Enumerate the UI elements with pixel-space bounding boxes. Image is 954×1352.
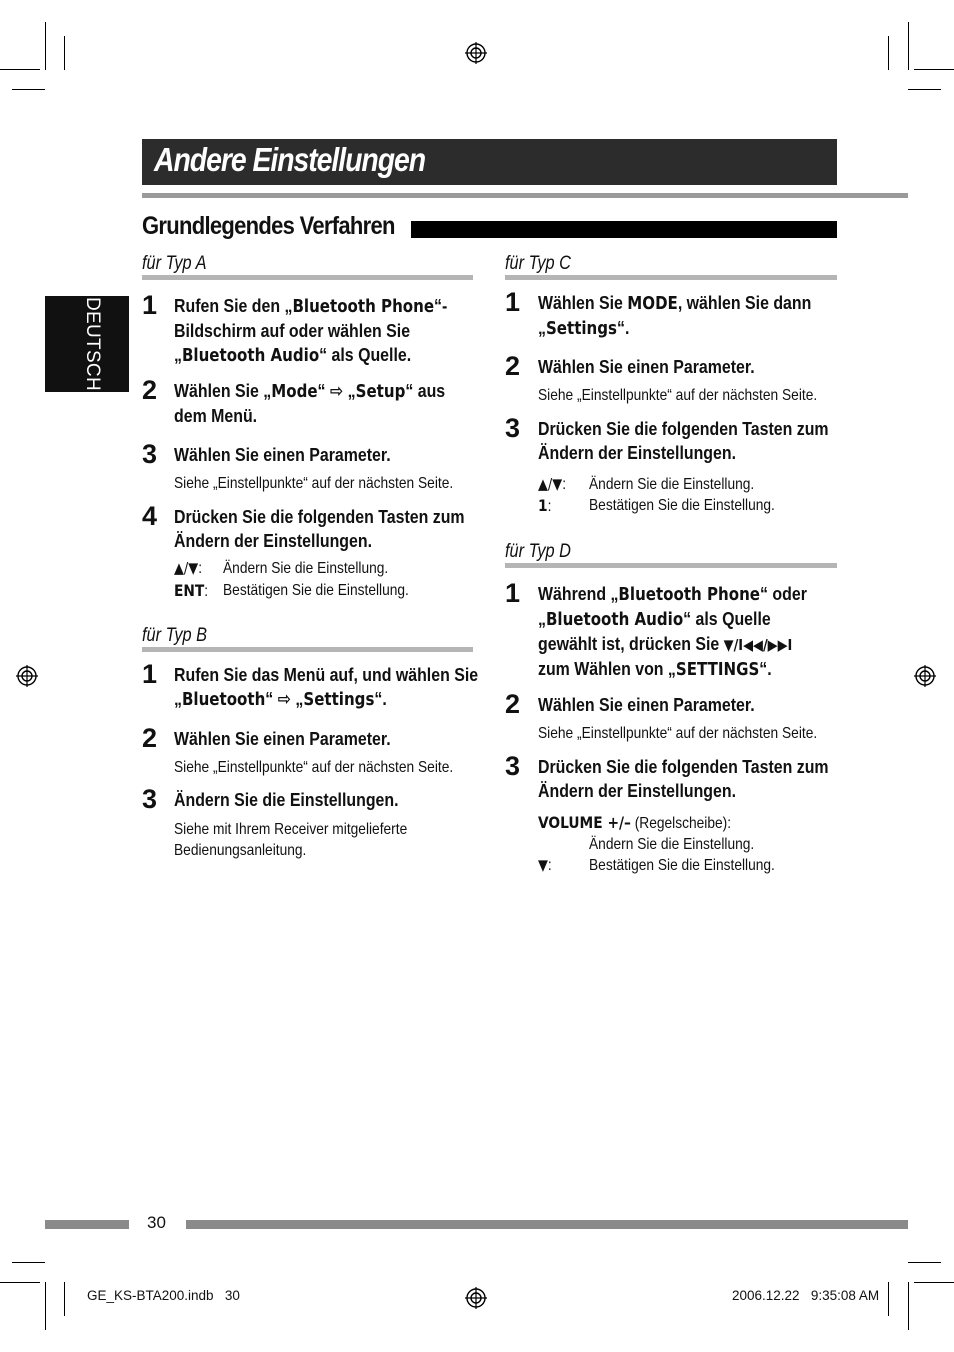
key-row: ▼:	[538, 856, 552, 874]
step-number: 2	[505, 689, 521, 719]
key-row: ▲/▼:	[174, 559, 203, 577]
key-desc: Bestätigen Sie die Einstellung.	[589, 857, 775, 874]
key-row: ENT:	[174, 581, 209, 600]
type-b-step-3: Ändern Sie die Einstellungen.	[174, 789, 399, 810]
key-desc: Ändern Sie die Einstellung.	[589, 836, 755, 853]
type-c-step-2: Wählen Sie einen Parameter.	[538, 356, 755, 377]
type-d-step-1: Während „Bluetooth Phone“ oder „Bluetooth Audio“ als Quelle gewählt ist, drücken Sie ▼/I◀◀/▶▶I zum Wählen von „SETTINGS“.	[538, 583, 807, 680]
step-number: 3	[505, 413, 521, 443]
step-number: 1	[505, 287, 521, 317]
type-b-step-2-note: Siehe „Einstellpunkte“ auf der nächsten Seite.	[174, 759, 454, 776]
registration-mark-icon	[914, 665, 936, 687]
key-desc: Bestätigen Sie die Einstellung.	[223, 582, 409, 599]
step-number: 3	[142, 784, 158, 814]
page-number: 30	[147, 1213, 166, 1232]
type-b-step-3-note: Siehe mit Ihrem Receiver mitgelieferte Bedienungsanleitung.	[174, 821, 408, 859]
type-a-heading: für Typ A	[142, 253, 207, 274]
section-heading-bar	[411, 221, 837, 238]
step-number: 4	[142, 501, 158, 531]
page-title: Andere Einstellungen	[154, 141, 426, 178]
title-banner	[142, 139, 837, 185]
type-b-heading: für Typ B	[142, 625, 208, 646]
volume-key-row: VOLUME +/– (Regelscheibe):	[538, 813, 732, 832]
key-desc: Ändern Sie die Einstellung.	[589, 476, 755, 493]
language-tab-label: DEUTSCH	[82, 297, 103, 391]
step-number: 3	[142, 439, 158, 469]
type-d-rule	[505, 563, 837, 568]
footer-bar-left	[45, 1220, 129, 1229]
registration-mark-icon	[16, 665, 38, 687]
type-b-rule	[142, 647, 473, 652]
key-desc: Bestätigen Sie die Einstellung.	[589, 497, 775, 514]
registration-mark-icon	[465, 42, 487, 64]
type-d-step-3: Drücken Sie die folgenden Tasten zum Ändern der Einstellungen.	[538, 756, 829, 801]
key-row: ▲/▼:	[538, 475, 567, 493]
type-a-step-3: Wählen Sie einen Parameter.	[174, 444, 391, 465]
step-number: 2	[142, 723, 158, 753]
file-slug: GE_KS-BTA200.indb 30	[87, 1288, 240, 1303]
step-number: 2	[505, 351, 521, 381]
type-a-step-4: Drücken Sie die folgenden Tasten zum Ändern der Einstellungen.	[174, 506, 465, 551]
title-rule	[142, 193, 908, 198]
type-c-step-1: Wählen Sie MODE, wählen Sie dann „Settings“.	[538, 292, 812, 339]
section-heading: Grundlegendes Verfahren	[142, 212, 395, 240]
type-a-step-2: Wählen Sie „Mode“ ⇨ „Setup“ aus dem Menü.	[174, 380, 446, 426]
step-number: 1	[505, 578, 521, 608]
type-c-step-2-note: Siehe „Einstellpunkte“ auf der nächsten Seite.	[538, 387, 818, 404]
step-number: 1	[142, 290, 158, 320]
footer-bar-right	[186, 1220, 908, 1229]
step-number: 3	[505, 751, 521, 781]
registration-mark-icon	[465, 1287, 487, 1309]
type-a-step-3-note: Siehe „Einstellpunkte“ auf der nächsten Seite.	[174, 475, 454, 492]
type-b-step-2: Wählen Sie einen Parameter.	[174, 728, 391, 749]
key-row: 1:	[538, 496, 552, 515]
type-d-step-2-note: Siehe „Einstellpunkte“ auf der nächsten Seite.	[538, 725, 818, 742]
type-a-rule	[142, 275, 473, 280]
type-d-step-2: Wählen Sie einen Parameter.	[538, 694, 755, 715]
type-d-heading: für Typ D	[505, 541, 571, 562]
print-timestamp: 2006.12.22 9:35:08 AM	[732, 1288, 880, 1303]
step-number: 2	[142, 375, 158, 405]
type-a-step-1: Rufen Sie den „Bluetooth Phone“- Bildschirm auf oder wählen Sie „Bluetooth Audio“ als Quelle.	[174, 295, 448, 366]
type-b-step-1: Rufen Sie das Menü auf, und wählen Sie „Bluetooth“ ⇨ „Settings“.	[174, 664, 479, 710]
type-c-heading: für Typ C	[505, 253, 571, 274]
key-desc: Ändern Sie die Einstellung.	[223, 560, 389, 577]
step-number: 1	[142, 659, 158, 689]
type-c-step-3: Drücken Sie die folgenden Tasten zum Ändern der Einstellungen.	[538, 418, 829, 463]
type-c-rule	[505, 275, 837, 280]
